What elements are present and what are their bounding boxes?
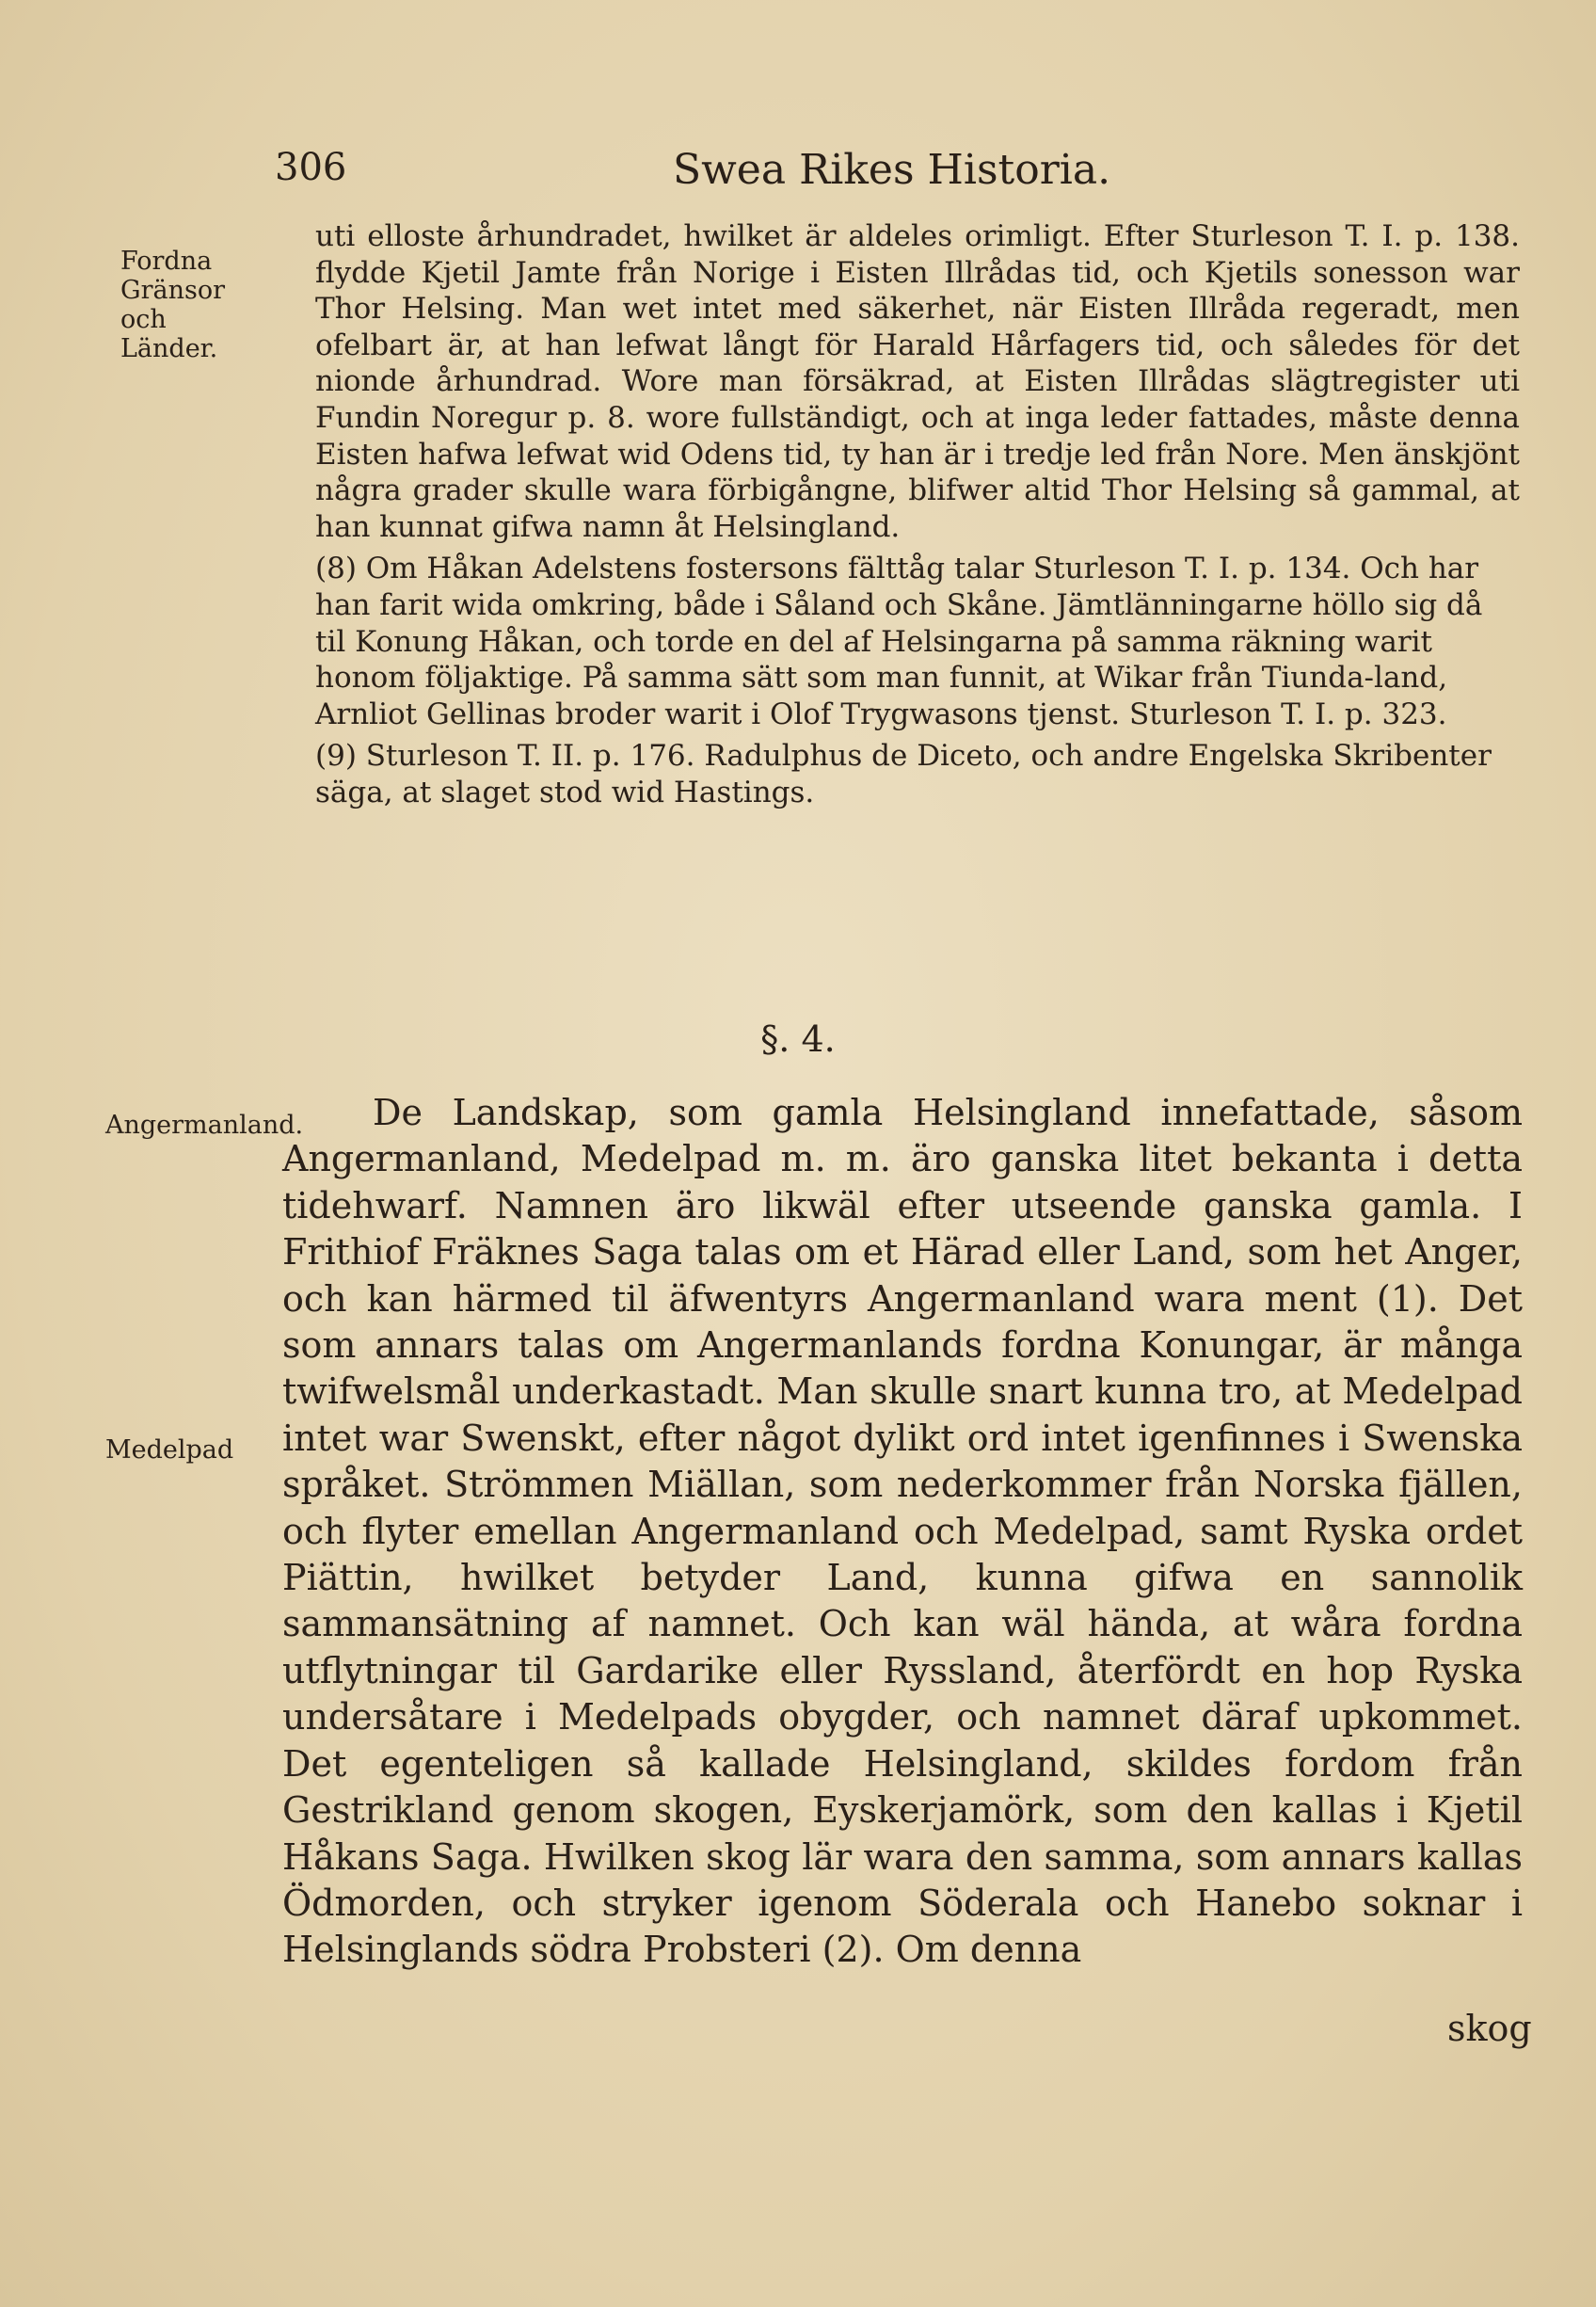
footnote-9: (9) Sturleson T. II. p. 176. Radulphus de Diceto, och andre Engelska Skribenter säga, at slaget stod wid Hastings.: [315, 739, 1492, 809]
running-head: Swea Rikes Historia.: [673, 146, 1111, 194]
page-number: 306: [275, 146, 347, 189]
margin-note-fordna-granser: Fordna Gränsor och Länder.: [120, 247, 225, 363]
footnote-continued: uti elloste århundradet, hwilket är aldeles orimligt. Efter Sturleson T. I. p. 138. flydde Kjetil Jamte från Norige i Eisten Illrådas tid, och Kjetils sonesson war Thor Helsing. Man wet intet med säkerhet, när Eisten Illråda regeradt, men ofelbart är, at han lefwat långt för Harald Hårfagers tid, och således för det nionde århundrad. Wore man försäkrad, at Eisten Illrådas slägtregister uti Fundin Noregur p. 8. wore fullständigt, och at inga leder fattades, måste denna Eisten hafwa lefwat wid Odens tid, ty han är i tredje led från Nore. Men änskjönt några grader skulle wara förbigångne, blifwer altid Thor Helsing så gammal, at han kunnat gifwa namn åt Helsingland.: [315, 219, 1520, 544]
section-heading: §. 4.: [760, 1018, 836, 1060]
margin-note-angermanland: Angermanland.: [105, 1111, 304, 1140]
body-paragraph: De Landskap, som gamla Helsingland innefattade, såsom Angermanland, Medelpad m. m. äro ganska litet bekanta i detta tidehwarf. Namnen äro likwäl efter utseende ganska gamla. I Frithiof Fräknes Saga talas om et Härad eller Land, som het Anger, och kan härmed til äfwentyrs Angermanland wara ment (1). Det som annars talas om Angermanlands fordna Konungar, är många twifwelsmål underkastadt. Man skulle snart kunna tro, at Medelpad intet war Swenskt, efter något dylikt ord intet igenfinnes i Swenska språket. Strömmen Miällan, som nederkommer från Norska fjällen, och flyter emellan Angermanland och Medelpad, samt Ryska ordet Piättin, hwilket betyder Land, kunna gifwa en sannolik sammansätning af namnet. Och kan wäl hända, at wåra fordna utflytningar til Gardarike eller Ryssland, återfördt en hop Ryska undersåtare i Medelpads obygder, och namnet däraf upkommet. Det egenteligen så kallade Helsingland, skildes fordom från Gestrikland genom skogen, Eyskerjamörk, som den kallas i Kjetil Håkans Saga. Hwilken skog lär wara den samma, som annars kallas Ödmorden, och stryker igenom Söderala och Hanebo soknar i Helsinglands södra Probsteri (2). Om denna: [282, 1092, 1523, 1971]
main-text: [282, 1090, 1523, 1974]
page-header: [0, 146, 1596, 202]
margin-note-medelpad: Medelpad: [105, 1435, 234, 1465]
catchword: skog: [1447, 2008, 1532, 2049]
footnotes: [315, 218, 1520, 811]
footnote-8: (8) Om Håkan Adelstens fostersons fälttåg talar Sturleson T. I. p. 134. Och har han farit wida omkring, både i Såland och Skåne. Jämtlänningarne höllo sig då til Konung Håkan, och torde en del af Helsingarna på samma räkning warit honom följaktige. På samma sätt som man funnit, at Wikar från Tiunda-land, Arnliot Gellinas broder warit i Olof Trygwasons tjenst. Sturleson T. I. p. 323.: [315, 552, 1483, 731]
